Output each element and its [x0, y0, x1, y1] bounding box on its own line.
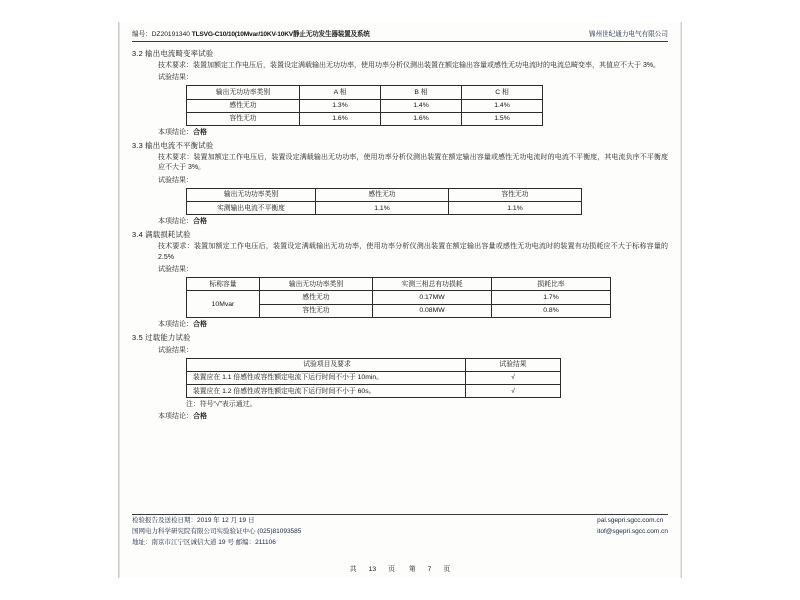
conclusion-label: 本项结论： — [158, 413, 193, 421]
company-name: 锦州世纪通力电气有限公司 — [588, 31, 668, 38]
cell: 1.5% — [462, 112, 543, 125]
cell: 1.1% — [316, 202, 449, 215]
requirement-text: 装置加额定工作电压后，装置设定满载输出无功功率，使用功率分析仪测出装置在额定输出容量或感性无功电流时的电流总畸变率，其值应不大于 3%。 — [193, 61, 661, 69]
section-3-4-number: 3.4 — [132, 230, 143, 240]
section-3-5-result-label: 试验结果： — [158, 346, 193, 354]
cell: 0.8% — [492, 304, 611, 317]
cell: 1.4% — [381, 99, 462, 112]
cell: 感性无功 — [187, 99, 300, 112]
col-header-category: 输出无功功率类别 — [187, 86, 300, 99]
col-header-capacitive: 容性无功 — [449, 188, 582, 201]
page-footer — [132, 516, 668, 549]
section-3-5-number: 3.5 — [132, 332, 143, 342]
col-header-ratio: 损耗比率 — [492, 278, 611, 291]
cell: 1.4% — [462, 99, 543, 112]
footer-institute: 国网电力科学研究院有限公司实验验证中心 (025)81093585 — [132, 527, 302, 535]
col-header-capacity: 标称容量 — [187, 278, 260, 291]
report-code-value: DZ20191340 — [151, 31, 190, 38]
current-page-value: 7 — [427, 566, 432, 573]
section-3-3-requirement — [132, 153, 668, 174]
table-row — [187, 86, 543, 99]
table-row — [187, 99, 543, 112]
cell: 实测输出电流不平衡度 — [187, 202, 316, 215]
cell: 1.3% — [300, 99, 381, 112]
footer-date: 检验报告及送检日期：2019 年 12 月 19 日 — [132, 517, 255, 524]
total-pages-value: 13 — [368, 566, 377, 573]
section-3-5 — [132, 333, 668, 423]
table-row — [187, 371, 561, 384]
page-header — [132, 30, 668, 40]
conclusion-label: 本项结论： — [158, 320, 193, 328]
cell: 0.17MW — [373, 291, 492, 304]
section-3-4-requirement — [132, 242, 668, 263]
col-header-category: 输出无功功率类别 — [187, 188, 316, 201]
col-header-result: 试验结果 — [466, 358, 561, 371]
requirement-text: 装置加额定工作电压后，装置设定满载输出无功功率，使用功率分析仪测出装置在额定输出容量或感性无功电流时的电流不平衡度，其电流负序不平衡度应不大于 3%。 — [158, 153, 669, 172]
table-row — [187, 112, 543, 125]
section-3-4-title: 满载损耗试验 — [145, 230, 191, 240]
cell: 装置应在 1.2 倍感性或容性额定电流下运行时间不小于 60s。 — [187, 385, 466, 398]
header-divider — [132, 41, 668, 42]
footer-website: pal.sgepri.sgcc.com.cn — [597, 517, 664, 524]
table-row — [187, 188, 582, 201]
section-3-3 — [132, 141, 668, 227]
section-3-5-conclusion — [132, 412, 668, 422]
col-header-phase-a: A 相 — [300, 86, 381, 99]
conclusion-value: 合格 — [193, 218, 207, 226]
current-page-unit: 页 — [443, 566, 451, 573]
requirement-label: 技术要求： — [158, 153, 194, 161]
conclusion-label: 本项结论： — [158, 128, 193, 136]
section-3-2-number: 3.2 — [132, 49, 143, 58]
cell: 容性无功 — [187, 112, 300, 125]
requirement-text: 装置加额定工作电压后，装置设定满载输出无功功率，使用功率分析仪测出装置在额定输出容量或感性无功电流时的装置有功损耗应不大于标称容量的 2.5% — [158, 243, 669, 261]
table-row — [187, 278, 611, 291]
device-model: TLSVG-C10/10(10Mvar/10KV-10KV静止无功发生器装置及系统 — [191, 31, 370, 38]
col-header-phase-b: B 相 — [381, 86, 462, 99]
section-3-4-result-label: 试验结果： — [158, 266, 193, 274]
col-header-loss: 实测三相总有功损耗 — [373, 278, 492, 291]
section-3-3-conclusion — [132, 217, 668, 227]
col-header-phase-c: C 相 — [462, 86, 543, 99]
cell: 0.08MW — [373, 304, 492, 317]
cell: 装置应在 1.1 倍感性或容性额定电流下运行时间不小于 10min。 — [187, 371, 466, 384]
section-3-5-title: 过载能力试验 — [145, 332, 191, 342]
section-3-2 — [132, 49, 668, 138]
section-3-4-conclusion — [132, 320, 668, 330]
cell: 1.6% — [300, 112, 381, 125]
col-header-item: 试验项目及要求 — [187, 358, 466, 371]
section-3-3-title: 输出电流不平衡试验 — [145, 141, 214, 151]
section-3-3-result-label: 试验结果： — [158, 176, 193, 184]
page-number-line — [132, 565, 668, 575]
scanned-report-page — [120, 22, 680, 578]
scan-edge-right — [680, 22, 682, 578]
footer-divider — [132, 514, 668, 515]
section-3-4 — [132, 230, 668, 330]
section-3-3-number: 3.3 — [132, 141, 143, 151]
cell: 容性无功 — [260, 304, 373, 317]
section-3-5-note: 注：符号“√”表示通过。 — [186, 401, 257, 409]
table-row — [187, 291, 611, 304]
table-3-3 — [186, 188, 582, 215]
cell: 1.7% — [492, 291, 611, 304]
footer-email: itof@sgepri.sgcc.com.cn — [597, 527, 668, 535]
section-3-2-heading — [132, 49, 668, 60]
section-3-2-conclusion — [132, 128, 668, 138]
conclusion-label: 本项结论： — [158, 218, 193, 226]
cell-check: √ — [466, 385, 561, 398]
total-pages-label: 共 — [349, 566, 357, 573]
col-header-category: 输出无功功率类别 — [260, 278, 373, 291]
cell: 感性无功 — [260, 291, 373, 304]
footer-left-block — [132, 516, 301, 549]
cell-capacity: 10Mvar — [187, 291, 260, 317]
table-3-5 — [186, 358, 561, 399]
section-3-5-heading — [132, 333, 668, 344]
conclusion-value: 合格 — [193, 413, 207, 421]
table-3-4 — [186, 277, 611, 318]
conclusion-value: 合格 — [193, 128, 207, 136]
report-body — [132, 46, 668, 424]
cell-check: √ — [466, 371, 561, 384]
table-row — [187, 358, 561, 371]
section-3-2-requirement — [132, 61, 668, 72]
section-3-3-heading — [132, 141, 668, 152]
total-pages-unit: 页 — [388, 566, 395, 573]
footer-right-block — [597, 516, 668, 538]
table-3-2 — [186, 85, 543, 126]
section-3-2-title: 输出电流畸变率试验 — [145, 49, 214, 58]
table-row — [187, 385, 561, 398]
col-header-inductive: 感性无功 — [316, 188, 449, 201]
conclusion-value: 合格 — [193, 320, 207, 328]
section-3-4-heading — [132, 230, 668, 241]
cell: 1.1% — [449, 202, 582, 215]
report-code-label: 编号： — [132, 31, 152, 38]
footer-address: 地址：南京市江宁区诚信大道 19 号 邮编：211106 — [132, 538, 276, 546]
requirement-label: 技术要求： — [158, 61, 193, 69]
current-page-label: 第 — [408, 566, 416, 573]
section-3-2-result-label: 试验结果： — [158, 74, 193, 82]
cell: 1.6% — [381, 112, 462, 125]
requirement-label: 技术要求： — [158, 243, 194, 251]
table-row — [187, 202, 582, 215]
